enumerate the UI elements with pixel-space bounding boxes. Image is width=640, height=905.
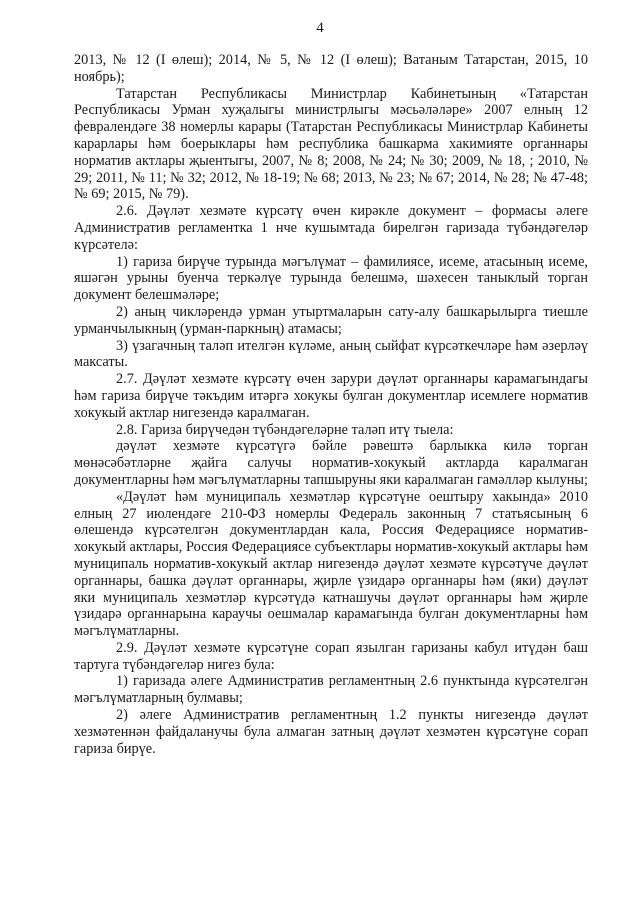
paragraph: 2) аның чикләрендә урман утыртмаларын сату-алу башкарылырга тиешле урманчылыкның (урман-паркның) атамасы; (74, 303, 588, 337)
paragraph: 1) гариза бирүче турында мәгълүмат – фамилиясе, исеме, атасының исеме, яшәгән урыны буенча теркәлүе турында белешмә, шәхесен таныклый торган документ белешмәләре; (74, 253, 588, 304)
page-number: 4 (316, 20, 324, 36)
document-body (74, 52, 588, 757)
paragraph: 2013, № 12 (I өлеш); 2014, № 5, № 12 (I өлеш); Ватаным Татарстан, 2015, 10 ноябрь); (74, 52, 588, 85)
paragraph: 3) үзагачның таләп ителгән күләме, аның сыйфат күрсәткечләре һәм әзерләү максаты. (74, 337, 588, 371)
paragraph: 2.6. Дәүләт хезмәте күрсәтү өчен кирәкле документ – формасы әлеге Административ регламентка 1 нче кушымтада бирелгән гаризада түбәндәгеләр күрсәтелә: (74, 203, 588, 253)
paragraph: 2.7. Дәүләт хезмәте күрсәтү өчен зарури дәүләт органнары карамагындагы һәм гариза бирүче тәкъдим итәргә хокукы булган документлар исемлеге норматив хокукый актлар нигезендә каралмаган. (74, 371, 588, 421)
paragraph: 2.9. Дәүләт хезмәте күрсәтүне сорап язылган гаризаны кабул итүдән баш тартуга түбәндәгеләр нигез була: (74, 639, 588, 673)
paragraph: 1) гаризада әлеге Административ регламентның 2.6 пунктында күрсәтелгән мәгълүматларның булмавы; (74, 673, 588, 707)
paragraph: дәүләт хезмәте күрсәтүгә бәйле рәвештә барлыкка килә торган мөнәсәбәтләрне җайга салучы норматив-хокукый актларда каралмаган документларны һәм мәгълүматларны тапшыруны яки каралмаган гамәлләр кылуны; (74, 438, 588, 488)
paragraph: «Дәүләт һәм муниципаль хезмәтләр күрсәтүне оештыру хакында» 2010 елның 27 июлендәге 210-ФЗ номерлы Федераль законның 7 статьясының 6 өлешендә күрсәтелгән документлардан кала, Россия Федерациясе норматив-хокукый актлары, Россия Федерациясе субъектлары норматив-хокукый актлары һәм муниципаль норматив-хокукый актлар нигезендә дәүләт хезмәте күрсәтүче дәүләт органнары, башка дәүләт органнары, җирле үзидарә органнары һәм (яки) дәүләт яки муниципаль хезмәтләр күрсәтүдә катнашучы дәүләт органнары һәм җирле үзидарә органнарына караучы оешмалар карамагында булган документларны һәм мәгълүматларны. (74, 488, 588, 640)
paragraph: Татарстан Республикасы Министрлар Кабинетының «Татарстан Республикасы Урман хуҗалыгы министрлыгы мәсьәләләре» 2007 елның 12 февралендәге 38 номерлы карары (Татарстан Республикасы Министрлар Кабинеты карарлары һәм боерыклары һәм республика башкарма хакимияте органнары норматив актлары җыентыгы, 2007, № 8; 2008, № 24; № 30; 2009, № 18, ; 2010, № 29; 2011, № 11; № 32; 2012, № 18-19; № 68; 2013, № 23; № 67; 2014, № 28; № 47-48; № 69; 2015, № 79). (74, 85, 588, 203)
paragraph: 2) әлеге Административ регламентның 1.2 пункты нигезендә дәүләт хезмәтеннән файдаланучы була алмаган затның дәүләт хезмәтен күрсәтүне сорап гариза бирүе. (74, 707, 588, 757)
paragraph: 2.8. Гариза бирүчедән түбәндәгеләрне таләп итү тыела: (116, 421, 454, 438)
